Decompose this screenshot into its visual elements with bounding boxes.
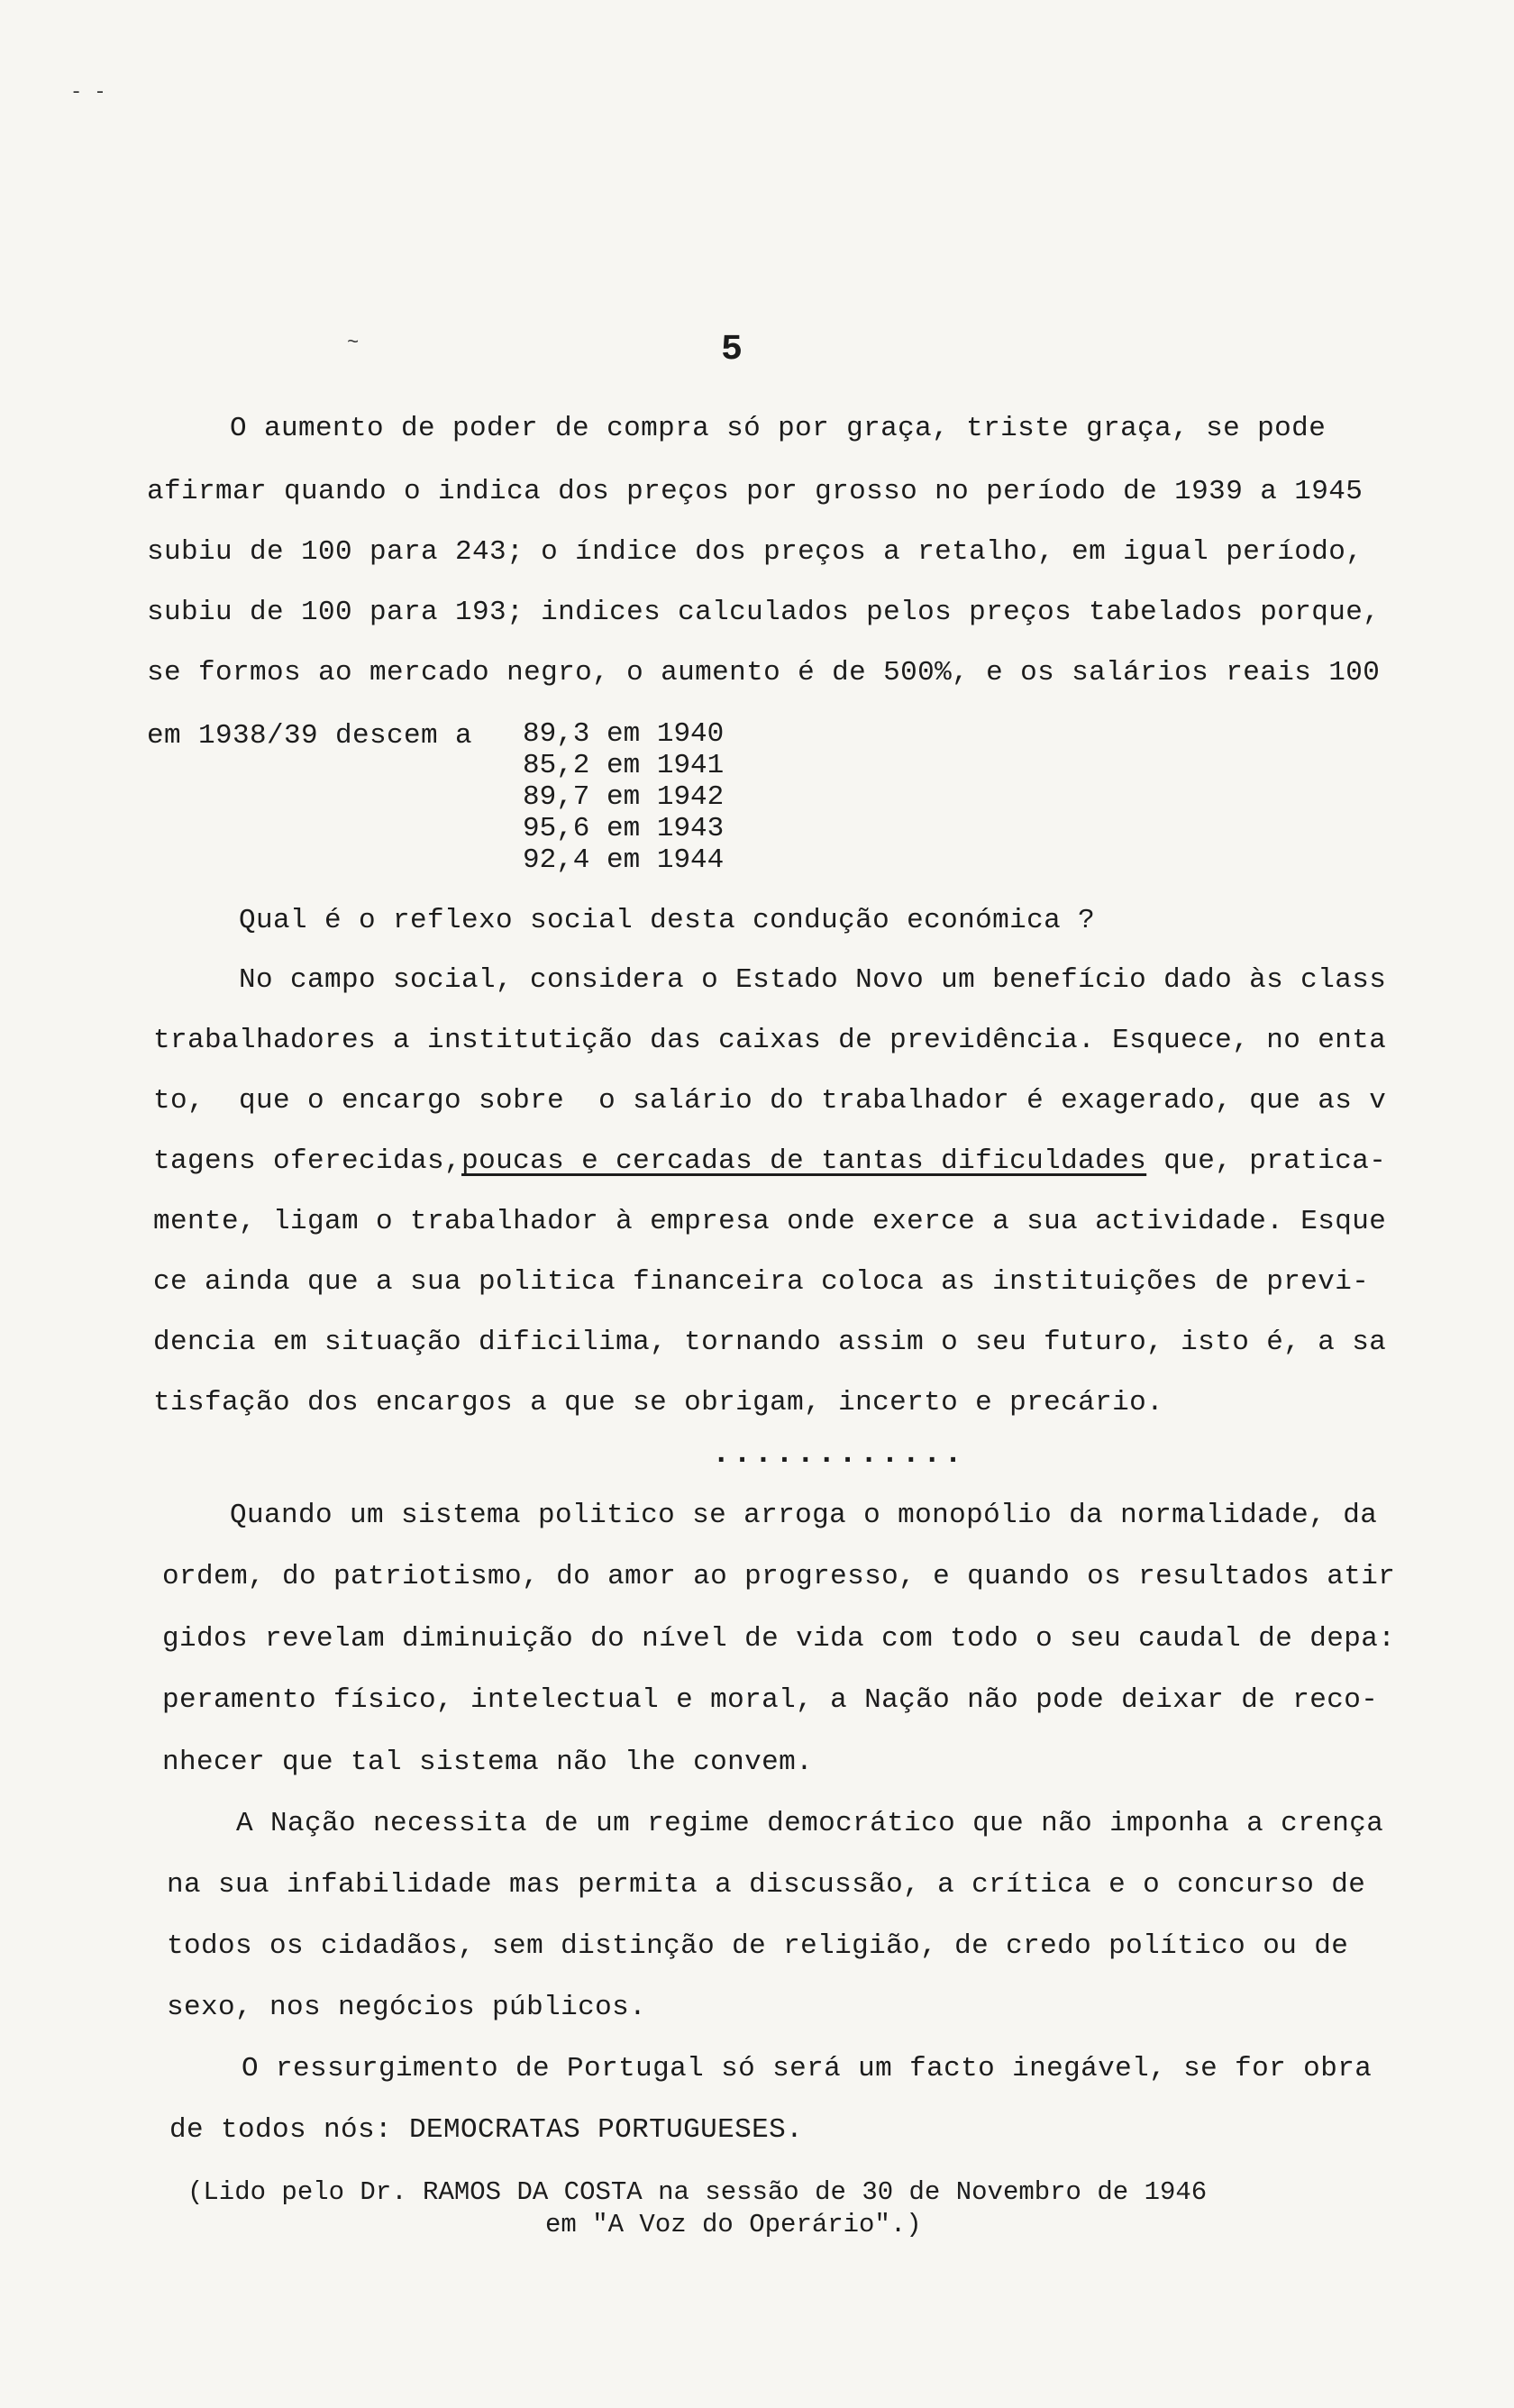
paragraph-line: dencia em situação dificilima, tornando assim o seu futuro, isto é, a sa (153, 1327, 1387, 1358)
paragraph-line: trabalhadores a institutição das caixas de previdência. Esquece, no enta (153, 1025, 1387, 1056)
paragraph-line: se formos ao mercado negro, o aumento é de 500%, e os salários reais 100 (147, 657, 1381, 689)
paragraph-line: A Nação necessita de um regime democrático que não imponha a crença (236, 1808, 1384, 1839)
question-line: Qual é o reflexo social desta condução económica ? (239, 905, 1096, 936)
salary-row (523, 750, 724, 782)
text-run: tagens oferecidas, (153, 1145, 462, 1177)
paragraph-line: O ressurgimento de Portugal só será um facto inegável, se for obra (242, 2053, 1373, 2084)
paragraph-line: todos os cidadãos, sem distinção de religião, de credo político ou de (167, 1930, 1349, 1962)
paragraph-line: em 1938/39 descem a (147, 720, 473, 752)
salary-value: 95,6 (523, 813, 590, 844)
paragraph-line: nhecer que tal sistema não lhe convem. (162, 1747, 814, 1778)
paragraph-line: subiu de 100 para 193; indices calculados pelos preços tabelados porque, (147, 597, 1381, 628)
paragraph-line: O aumento de poder de compra só por graça, triste graça, se pode (230, 413, 1327, 444)
salary-row (523, 813, 724, 845)
paragraph-line: gidos revelam diminuição do nível de vida com todo o seu caudal de depa: (162, 1623, 1396, 1655)
paragraph-line: to, que o encargo sobre o salário do trabalhador é exagerado, que as v (153, 1085, 1387, 1117)
section-separator: ............ (712, 1437, 965, 1472)
underlined-phrase: poucas e cercadas de tantas dificuldades (461, 1145, 1147, 1177)
text-run: que, pratica- (1146, 1145, 1387, 1177)
salary-year: em 1941 (607, 750, 725, 781)
paragraph-line: ce ainda que a sua politica financeira coloca as instituições de previ- (153, 1266, 1370, 1298)
paragraph-line: de todos nós: DEMOCRATAS PORTUGUESES. (169, 2114, 804, 2146)
paragraph-line (153, 1144, 1386, 1180)
salary-row (523, 718, 724, 751)
footnote-line: em "A Voz do Operário".) (545, 2210, 922, 2239)
paragraph-line: tisfação dos encargos a que se obrigam, incerto e precário. (153, 1387, 1164, 1418)
margin-mark: - - (70, 81, 106, 104)
salary-value: 89,7 (523, 781, 590, 813)
paragraph-line: peramento físico, intelectual e moral, a Nação não pode deixar de reco- (162, 1684, 1379, 1716)
margin-mark: ~ (347, 332, 360, 354)
salary-year: em 1940 (607, 718, 725, 750)
paragraph-line: afirmar quando o indica dos preços por grosso no período de 1939 a 1945 (147, 476, 1364, 507)
paragraph-line: ordem, do patriotismo, do amor ao progresso, e quando os resultados atir (162, 1561, 1396, 1592)
page-number: 5 (721, 330, 743, 370)
salary-year: em 1944 (607, 844, 725, 876)
salary-value: 89,3 (523, 718, 590, 750)
salary-value: 92,4 (523, 844, 590, 876)
salary-year: em 1942 (607, 781, 725, 813)
paragraph-line: sexo, nos negócios públicos. (167, 1992, 647, 2023)
salary-year: em 1943 (607, 813, 725, 844)
paragraph-line: subiu de 100 para 243; o índice dos preços a retalho, em igual período, (147, 536, 1364, 568)
footnote-line: (Lido pelo Dr. RAMOS DA COSTA na sessão de 30 de Novembro de 1946 (187, 2177, 1208, 2207)
salary-row (523, 844, 724, 877)
paragraph-line: mente, ligam o trabalhador à empresa onde exerce a sua actividade. Esque (153, 1206, 1387, 1237)
paragraph-line: No campo social, considera o Estado Novo um benefício dado às class (239, 964, 1387, 996)
paragraph-line: Quando um sistema politico se arroga o monopólio da normalidade, da (230, 1500, 1378, 1531)
salary-value: 85,2 (523, 750, 590, 781)
salary-row (523, 781, 724, 814)
paragraph-line: na sua infabilidade mas permita a discussão, a crítica e o concurso de (167, 1869, 1366, 1901)
